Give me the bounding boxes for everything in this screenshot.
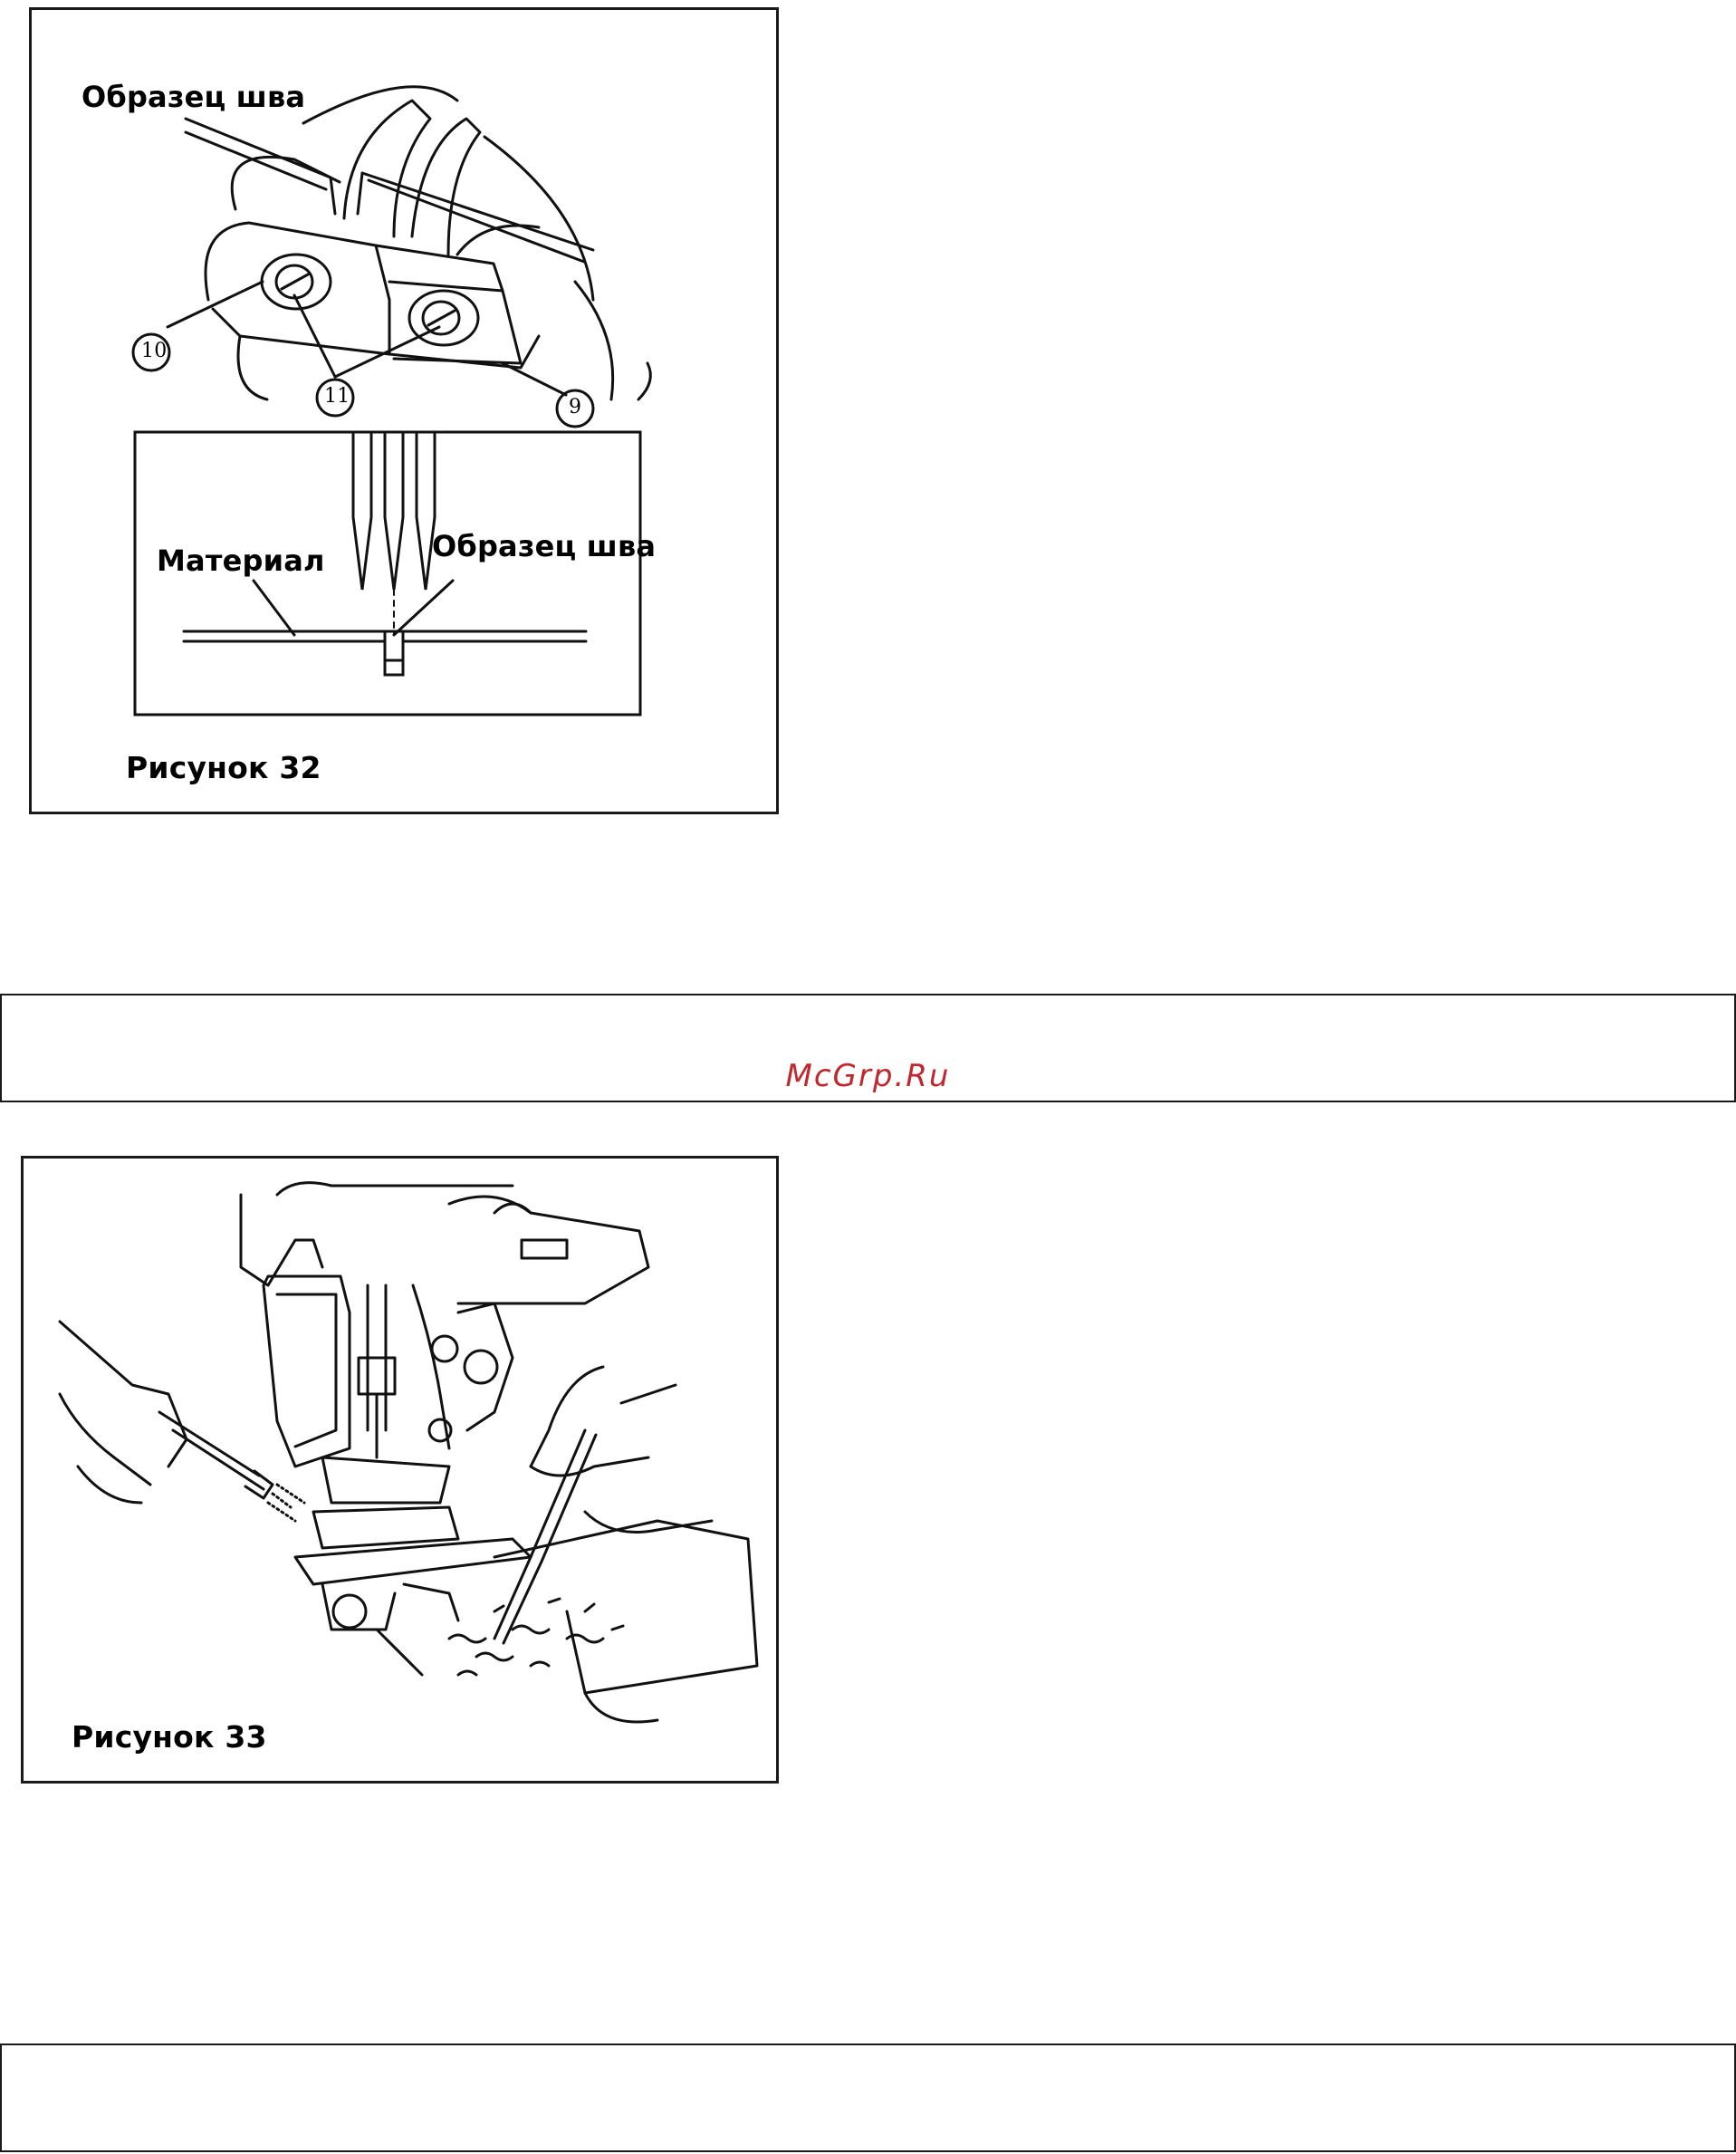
seam-sample-label: Образец шва <box>82 80 306 114</box>
figure-32-frame <box>29 7 779 814</box>
inset-seam-sample-label: Образец шва <box>432 529 657 563</box>
figure-33-caption: Рисунок 33 <box>72 1719 267 1755</box>
cleaning-machine-illustration <box>24 1159 776 1781</box>
figure-33-frame <box>21 1156 779 1784</box>
seam-guide-illustration <box>32 10 776 812</box>
site-link[interactable]: McGrp.Ru <box>785 1058 951 1094</box>
figure-32-caption: Рисунок 32 <box>126 750 321 785</box>
text-band-1 <box>0 994 1736 1102</box>
callout-9: 9 <box>569 396 582 418</box>
text-band-2 <box>0 2043 1736 2152</box>
material-label: Материал <box>157 543 325 578</box>
callout-11: 11 <box>324 385 350 408</box>
callout-10: 10 <box>141 340 168 362</box>
